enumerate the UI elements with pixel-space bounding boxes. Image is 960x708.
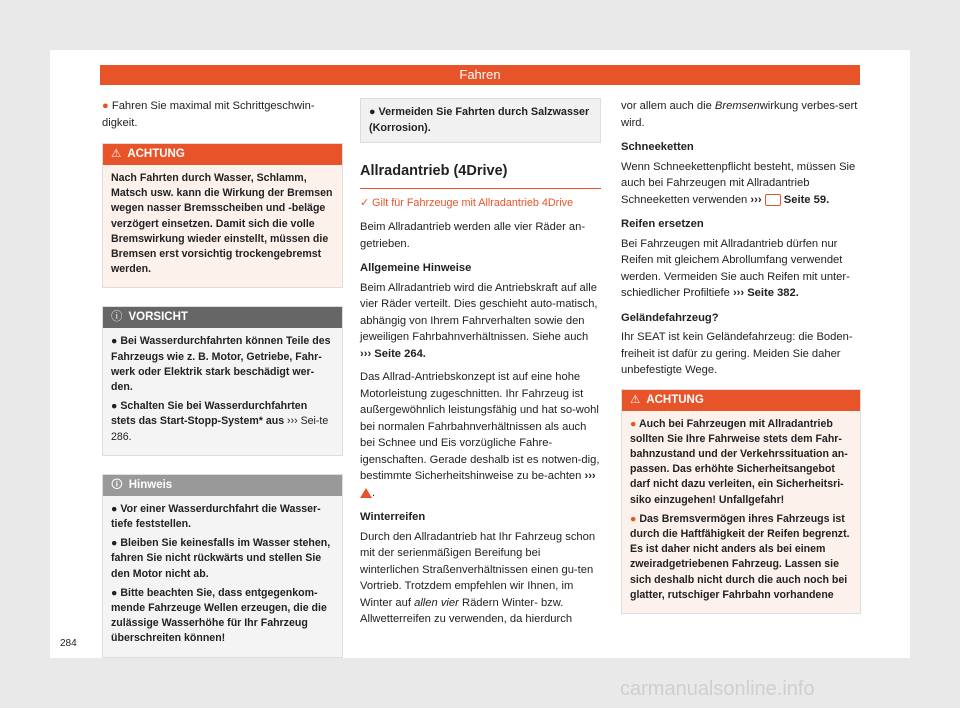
page-ref-link[interactable]: ››› Seite 59. <box>750 193 830 206</box>
intro-bullet: ● Fahren Sie maximal mit Schrittgeschwin-digkeit. <box>102 100 315 129</box>
warning-ref-link[interactable]: ››› <box>360 470 596 499</box>
note-box-title: 🛈 Hinweis <box>103 475 342 496</box>
heading-general: Allgemeine Hinweise <box>360 262 472 274</box>
section-heading: Allradantrieb (4Drive) <box>360 163 601 189</box>
warning-box-body: Nach Fahrten durch Wasser, Schlamm, Matsch usw. kann die Wirkung der Bremsen wegen nasser Bremsscheiben und -beläge verzögert einsetzen. Damit sich die volle Bremswirkung wieder einstellt, müssen die Bremsen erst vorsichtig trockengebremst werden. <box>103 165 342 287</box>
caution-box <box>102 306 343 455</box>
checkmark-icon: ✓ <box>360 196 370 209</box>
salt-water-box: ● Vermeiden Sie Fahrten durch Salzwasser (Korrosion). <box>360 98 601 143</box>
page-header: Fahren <box>100 65 860 85</box>
page-ref-link[interactable]: ››› Seite 264. <box>360 347 426 360</box>
column-3: vor allem auch die Bremsenwirkung verbes-sert wird. Schneeketten Wenn Schneekettenpflicht besteht, müssen Sie auch bei Fahrzeugen mit Allradantrieb Schneeketten verwenden ››› Seite 59. Reifen ersetzen Bei Fahrzeugen mit Allradantrieb dürfen nur Reifen mit gleichem Abrollumfang verwendet werden. Vermeiden Sie auch Reifen mit unter-schiedlicher Profiltiefe ››› Seite 382. Geländefahrzeug? Ihr SEAT ist kein Geländefahrzeug: die Boden-freiheit ist dafür zu gering. Meiden Sie daher unbefestigte Wege. ⚠ ACHTUNG ● Auch bei Fahrzeugen mit Allradantrieb sollten Sie Ihre Fahrweise stets dem Fahr-bahnzustand und der Verkehrssituation an-passen. Das erhöhte Sicherheitsangebot darf nicht dazu verleiten, ein Sicherheitsri-siko einzugehen! Unfallgefahr! ● Das Bremsvermögen ihres Fahrzeugs ist durch die Haftfähigkeit der Reifen begrenzt. Es ist daher nicht anders als bei einem zweiradgetriebenen Fahrzeug. Lassen sie sich deshalb nicht durch die auch noch bei glatter, rutschiger Fahrbahn vorhandene <box>621 98 861 632</box>
caution-bullet-2: ● Schalten Sie bei Wasserdurchfahrten stets das Start-Stopp-System* aus ››› Sei-te 286. <box>111 400 329 443</box>
warning-icon: ⚠ <box>111 148 122 160</box>
note-bullet-1: ● Vor einer Wasserdurchfahrt die Wasser-tiefe feststellen. <box>111 502 321 531</box>
page-number: 284 <box>60 638 77 649</box>
column-2: ● Vermeiden Sie Fahrten durch Salzwasser (Korrosion). Allradantrieb (4Drive) ✓ Gilt für Fahrzeuge mit Allradantrieb 4Drive Beim Allradantrieb werden alle vier Räder an-getrieben. Allgemeine Hinweise Beim Allradantrieb wird die Antriebskraft auf alle vier Räder verteilt. Dies geschieht auto-matisch, abhängig von Ihrem Fahrverhalten sowie den jeweiligen Fahrbahnverhältnissen. Siehe auch ››› Seite 264. Das Allrad-Antriebskonzept ist auf eine hohe Motorleistung zugeschnitten. Ihr Fahrzeug ist außergewöhnlich leistungsfähig und hat so-wohl bei normalen Fahrbahnverhältnissen als auch bei Schnee und Eis vorzügliche Fahre-igenschaften. Gerade deshalb ist es notwen-dig, bestimmte Sicherheitshinweise zu be-achten ››› . Winterreifen Durch den Allradantrieb hat Ihr Fahrzeug schon mit der serienmäßigen Bereifung bei winterlichen Straßenverhältnissen einen gu-ten Vortrieb. Trotzdem empfehlen wir Ihnen, im Winter auf allen vier Rädern Winter- bzw. Allwetterreifen zu verwenden, da hierdurch <box>360 98 601 635</box>
caution-box-body <box>103 328 342 454</box>
page-ref-link[interactable]: ››› Seite 382. <box>732 287 799 299</box>
caution-icon: ⓘ <box>111 311 123 324</box>
bullet-icon: ● <box>102 100 109 112</box>
note-box <box>102 474 343 658</box>
note-bullet-3: ● Bitte beachten Sie, dass entgegenkom-mende Fahrzeuge Wellen erzeugen, die die zulässige Wasserhöhe für Ihr Fahrzeug überschreiten können! <box>111 586 327 645</box>
book-icon <box>765 194 781 206</box>
info-icon: 🛈 <box>111 478 123 491</box>
heading-offroad: Geländefahrzeug? <box>621 311 719 324</box>
section-subheading: ✓ Gilt für Fahrzeuge mit Allradantrieb 4Drive <box>360 196 574 209</box>
heading-chains: Schneeketten <box>621 141 694 153</box>
warning-triangle-icon <box>360 488 372 498</box>
warning-box-body: ● Auch bei Fahrzeugen mit Allradantrieb sollten Sie Ihre Fahrweise stets dem Fahr-bahnzustand und der Verkehrssituation an-passen. Das erhöhte Sicherheitsangebot darf nicht dazu verleiten, ein Sicherheitsri-siko einzugehen! Unfallgefahr! ● Das Bremsvermögen ihres Fahrzeugs ist durch die Haftfähigkeit der Reifen begrenzt. Es ist daher nicht anders als bei einem zweiradgetriebenen Fahrzeug. Lassen sie sich deshalb nicht durch die auch noch bei glatter, rutschiger Fahrbahn vorhandene <box>622 411 860 613</box>
warning-box-title: ⚠ ACHTUNG <box>103 144 342 165</box>
caution-box-title: ⓘ VORSICHT <box>103 307 342 328</box>
warning-box-title: ⚠ ACHTUNG <box>622 390 860 411</box>
warning-icon: ⚠ <box>630 393 641 406</box>
caution-bullet-1: ● Bei Wasserdurchfahrten können Teile des Fahrzeugs wie z. B. Motor, Getriebe, Fahr-werk oder Elektrik stark beschädigt wer-den. <box>111 335 331 394</box>
watermark: carmanualsonline.info <box>620 678 815 700</box>
warning-box <box>102 143 343 288</box>
heading-winter: Winterreifen <box>360 511 426 523</box>
page-ref-link[interactable]: ››› Sei-te 286. <box>111 415 329 443</box>
heading-tires: Reifen ersetzen <box>621 218 704 230</box>
note-bullet-2: ● Bleiben Sie keinesfalls im Wasser stehen, fahren Sie nicht rückwärts und stellen Sie den Motor nicht ab. <box>111 537 331 580</box>
note-box-body <box>103 496 342 657</box>
manual-page <box>50 50 910 658</box>
warning-box-2 <box>621 389 861 614</box>
column-1 <box>102 98 343 676</box>
